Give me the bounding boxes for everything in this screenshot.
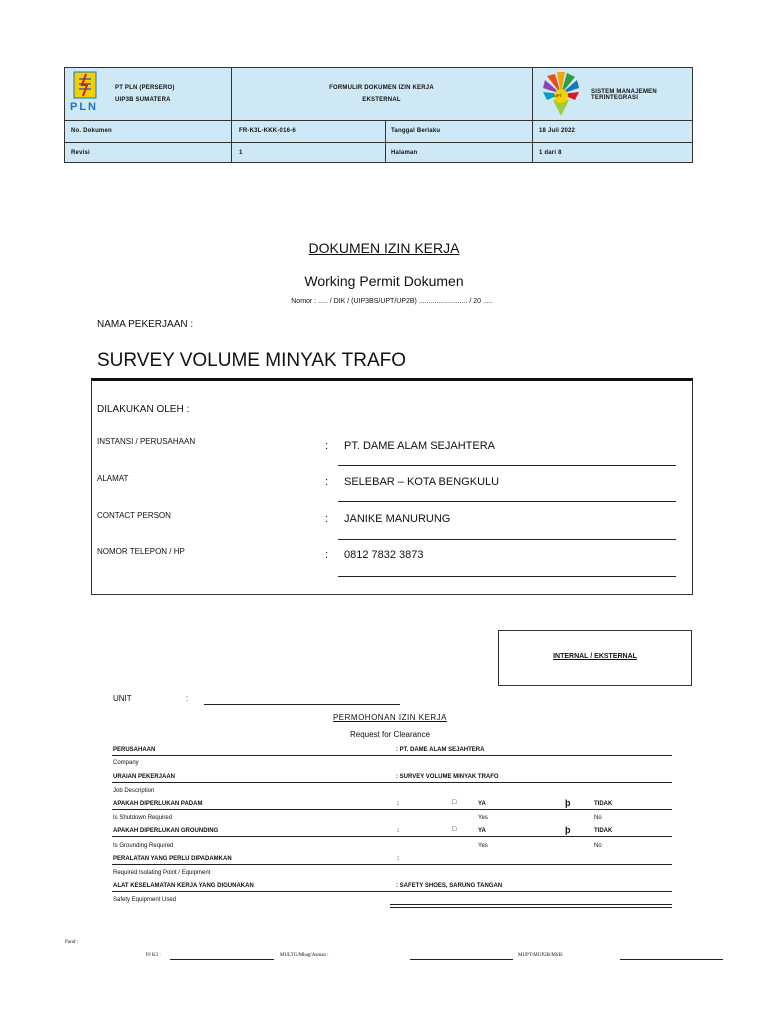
grounding-label: APAKAH DIPERLUKAN GROUNDING: [113, 828, 219, 834]
org-unit: UIP3B SUMATERA: [115, 97, 171, 103]
form-title-line2: EKSTERNAL: [362, 97, 401, 103]
pjk3-label: PJ K3 :: [146, 953, 161, 958]
peralatan-value: :: [397, 856, 399, 862]
row-underline: [112, 809, 672, 810]
executor-value: PT. DAME ALAM SEJAHTERA: [344, 440, 495, 452]
pln-logo-text: PLN: [70, 101, 98, 113]
executor-colon: :: [325, 549, 329, 561]
smt-badge: UPT: [554, 93, 562, 98]
apd-label: ALAT KESELAMATAN KERJA YANG DIGUNAKAN: [113, 883, 254, 889]
date-value: 18 Juli 2022: [539, 128, 576, 134]
safety-equipment-en: Safety Equipment Used: [113, 897, 177, 903]
job-description-en: Job Description: [113, 788, 155, 794]
unit-colon: :: [186, 694, 189, 703]
pjk3-signature-line: [170, 959, 274, 960]
executor-underline: [338, 576, 676, 577]
padam-label: APAKAH DIPERLUKAN PADAM: [113, 801, 203, 807]
uraian-value: : SURVEY VOLUME MINYAK TRAFO: [396, 774, 499, 780]
executor-colon: :: [325, 476, 329, 488]
clearance-title: PERMOHONAN IZIN KERJA: [332, 713, 448, 722]
executor-value: SELEBAR – KOTA BENGKULU: [344, 476, 500, 488]
executor-underline: [338, 501, 676, 502]
revision-value: 1: [239, 150, 243, 156]
row-underline: [390, 904, 672, 905]
padam-yes-en: Yes: [478, 815, 488, 821]
grounding-ya-label: YA: [478, 828, 486, 834]
apd-value: : SAFETY SHOES, SARUNG TANGAN: [396, 883, 503, 889]
executor-colon: :: [325, 513, 329, 525]
executor-value: 0812 7832 3873: [344, 549, 424, 561]
padam-tidak-label: TIDAK: [594, 801, 613, 807]
row-underline: [112, 891, 672, 892]
grounding-tidak-checkbox[interactable]: þ: [565, 825, 571, 835]
form-title-line1: FORMULIR DOKUMEN IZIN KERJA: [329, 85, 434, 91]
document-title: DOKUMEN IZIN KERJA: [308, 240, 460, 256]
unit-underline: [204, 704, 400, 705]
grounding-yes-en: Yes: [478, 843, 488, 849]
document-subtitle: Working Permit Dokumen: [304, 273, 464, 289]
system-name: SISTEM MANAJEMEN TERINTEGRASI: [591, 89, 657, 101]
mupt-signature-line: [620, 959, 723, 960]
grounding-en: Is Grounding Required: [113, 843, 174, 849]
row-underline: [390, 907, 672, 908]
header-row-divider: [65, 142, 692, 143]
grounding-tidak-label: TIDAK: [594, 828, 613, 834]
page-value: 1 dari 8: [539, 150, 562, 156]
executor-label: CONTACT PERSON: [97, 511, 171, 520]
mupt-label: MUPT/MUP2B/MSB:: [518, 953, 564, 958]
executor-heading: DILAKUKAN OLEH :: [97, 404, 190, 415]
executor-label: NOMOR TELEPON / HP: [97, 547, 185, 556]
executor-underline: [338, 539, 676, 540]
paraf-label: Paraf :: [65, 940, 79, 945]
row-underline: [112, 755, 672, 756]
isolating-en: Required Isolating Point / Equipment: [113, 870, 211, 876]
doc-no-label: No. Dokumen: [71, 128, 112, 134]
padam-tidak-checkbox[interactable]: þ: [565, 798, 571, 808]
page-label: Halaman: [391, 150, 418, 156]
padam-no-en: No: [594, 815, 602, 821]
grounding-colon: :: [397, 828, 399, 834]
job-name: SURVEY VOLUME MINYAK TRAFO: [97, 350, 407, 371]
executor-colon: :: [325, 440, 329, 452]
row-underline: [112, 836, 672, 837]
header-row-divider: [65, 120, 692, 121]
revision-label: Revisi: [71, 150, 90, 156]
internal-external-label: INTERNAL / EKSTERNAL: [553, 653, 637, 660]
padam-ya-checkbox[interactable]: □: [452, 799, 457, 806]
header-table: [64, 67, 693, 163]
executor-label: INSTANSI / PERUSAHAAN: [97, 437, 196, 446]
job-label: NAMA PEKERJAAN :: [97, 319, 194, 330]
row-underline: [112, 782, 672, 783]
executor-underline: [338, 465, 676, 466]
shutdown-en: Is Shutdown Required: [113, 815, 173, 821]
peralatan-label: PERALATAN YANG PERLU DIPADAMKAN: [113, 856, 232, 862]
document-number: Nomor : ..... / DIK / (UIP3BS/UPT/UP2B) ......................... / 20 .....: [291, 298, 493, 305]
executor-value: JANIKE MANURUNG: [344, 513, 451, 525]
header-col-divider: [532, 68, 533, 162]
padam-ya-label: YA: [478, 801, 486, 807]
uraian-label: URAIAN PEKERJAAN: [113, 774, 176, 780]
row-underline: [112, 864, 672, 865]
doc-no-value: FR-K3L-KKK-016-6: [239, 128, 296, 134]
perusahaan-value: : PT. DAME ALAM SEJAHTERA: [396, 747, 485, 753]
unit-label: UNIT: [113, 694, 132, 703]
multg-signature-line: [410, 959, 513, 960]
org-name: PT PLN (PERSERO): [115, 85, 175, 91]
company-en: Company: [113, 760, 139, 766]
clearance-subtitle: Request for Clearance: [349, 730, 431, 739]
grounding-ya-checkbox[interactable]: □: [452, 826, 457, 833]
header-col-divider: [385, 120, 386, 162]
executor-label: ALAMAT: [97, 474, 129, 483]
padam-colon: :: [397, 801, 399, 807]
multg-label: MULTG/Mbag/Asman :: [280, 953, 329, 958]
header-col-divider: [231, 68, 232, 162]
date-label: Tanggal Berlaku: [391, 128, 441, 134]
grounding-no-en: No: [594, 843, 602, 849]
perusahaan-label: PERUSAHAAN: [113, 747, 156, 753]
